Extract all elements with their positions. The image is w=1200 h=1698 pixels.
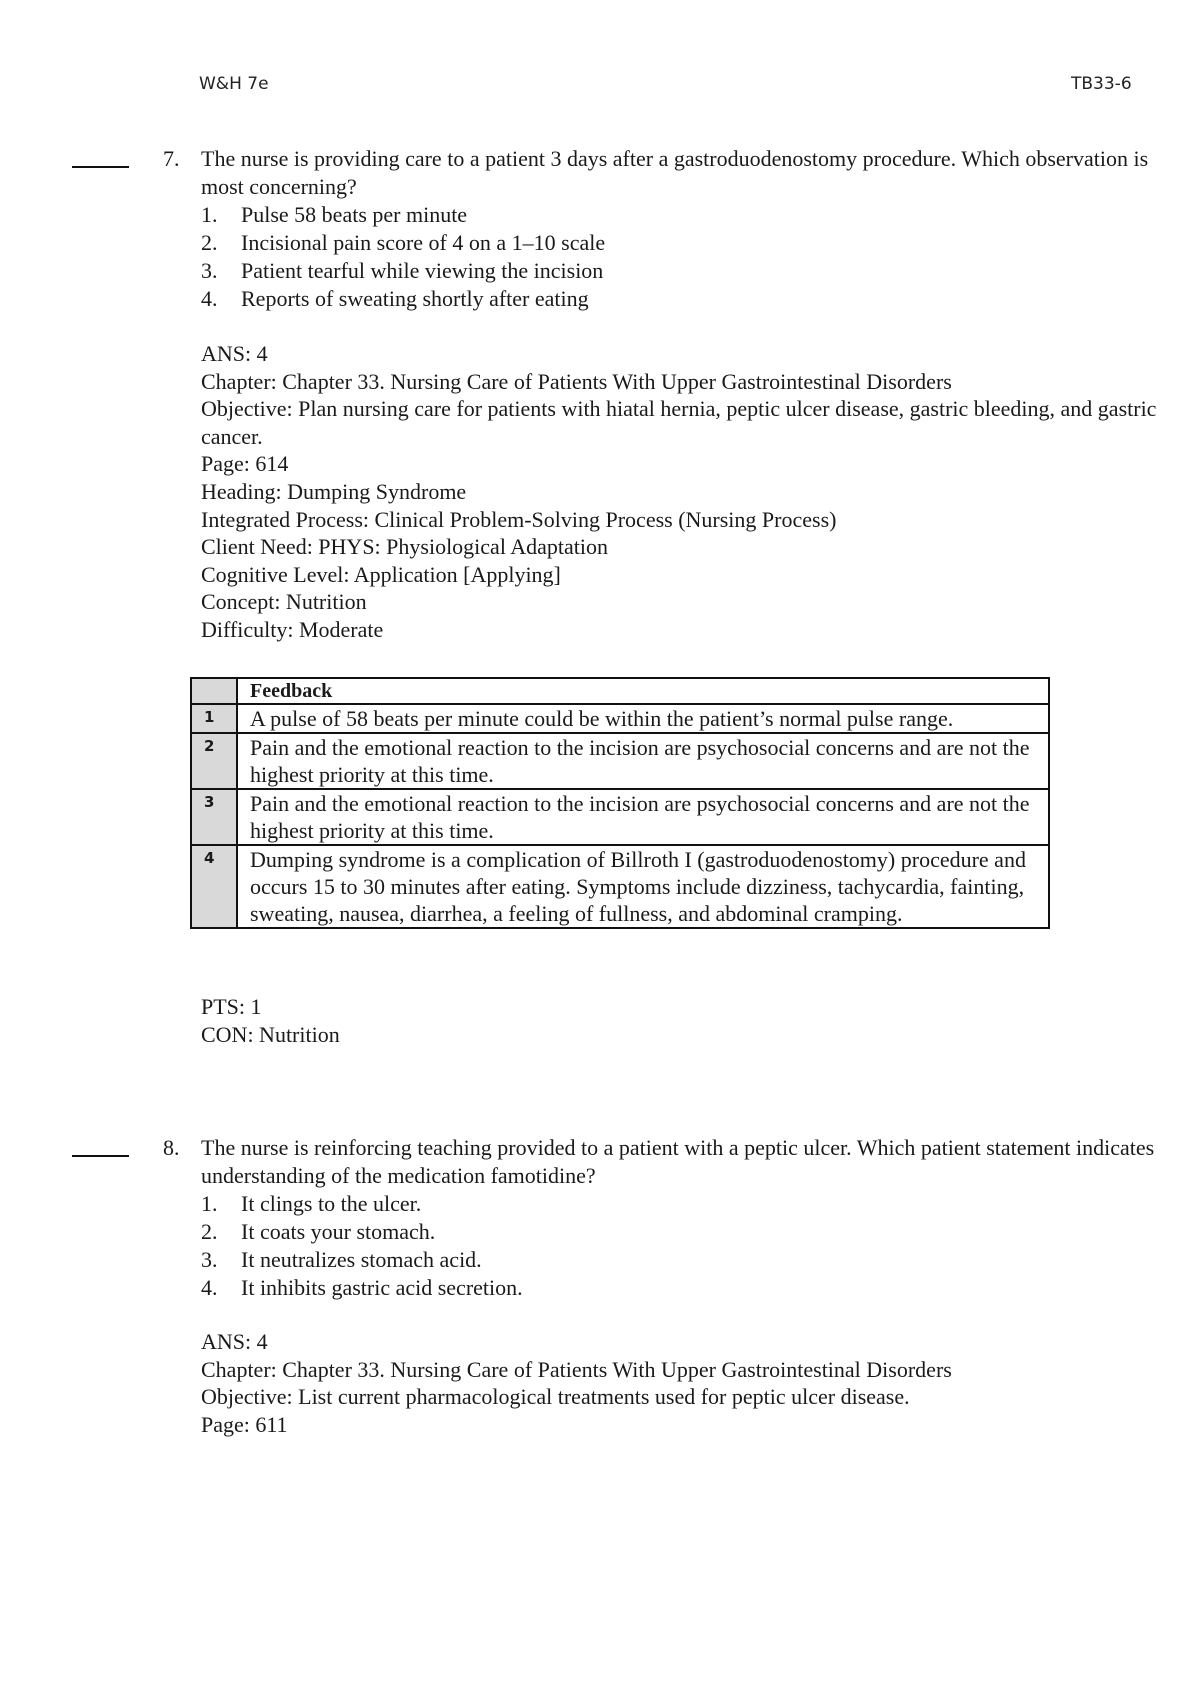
page-ref: Page: 614	[201, 451, 289, 477]
page-header-right: TB33-6	[1071, 74, 1132, 94]
feedback-text: Pain and the emotional reaction to the incision are psychosocial concerns and are not the highest priority at this time.	[237, 789, 1049, 845]
feedback-number: 4	[191, 845, 237, 928]
question-metadata	[201, 1328, 1161, 1438]
answer-options	[201, 1190, 523, 1302]
feedback-row	[191, 845, 1049, 928]
option-number: 2.	[201, 230, 218, 255]
question-stem: The nurse is providing care to a patient 3 days after a gastroduodenostomy procedure. Which observation is most concerning?	[201, 146, 1149, 199]
answer-option	[201, 1274, 523, 1302]
answer-option	[201, 1246, 523, 1274]
cognitive-level: Cognitive Level: Application [Applying]	[201, 561, 561, 587]
question-stem: The nurse is reinforcing teaching provided to a patient with a peptic ulcer. Which patient statement indicates understanding of the medication famotidine?	[201, 1135, 1155, 1188]
option-number: 1.	[201, 1191, 218, 1216]
points-block	[201, 993, 340, 1048]
answer-option	[201, 229, 605, 257]
answer-blank-line[interactable]	[72, 1155, 129, 1157]
question-number: 8.	[163, 1135, 180, 1160]
difficulty: Difficulty: Moderate	[201, 616, 384, 642]
option-text: Incisional pain score of 4 on a 1–10 scale	[241, 230, 606, 255]
option-text: Pulse 58 beats per minute	[241, 202, 468, 227]
concept: Concept: Nutrition	[201, 589, 367, 615]
answer-key: ANS: 4	[201, 341, 268, 366]
option-text: Patient tearful while viewing the incision	[241, 258, 604, 283]
objective: Objective: Plan nursing care for patients with hiatal hernia, peptic ulcer disease, gastric bleeding, and gastric cancer.	[201, 396, 1157, 449]
objective: Objective: List current pharmacological treatments used for peptic ulcer disease.	[201, 1384, 910, 1410]
feedback-row	[191, 789, 1049, 845]
page-ref: Page: 611	[201, 1411, 288, 1437]
option-number: 2.	[201, 1219, 218, 1244]
option-number: 1.	[201, 202, 218, 227]
feedback-text: Dumping syndrome is a complication of Billroth I (gastroduodenostomy) procedure and occurs 15 to 30 minutes after eating. Symptoms include dizziness, tachycardia, fainting, sweating, nausea, diarrhea, a feeling of fullness, and abdominal cramping.	[237, 845, 1049, 928]
page-header-left: W&H 7e	[199, 74, 269, 94]
question-number: 7.	[163, 146, 180, 171]
feedback-row	[191, 704, 1049, 733]
answer-option	[201, 1190, 523, 1218]
option-number: 4.	[201, 286, 218, 311]
concept-short: CON: Nutrition	[201, 1021, 340, 1047]
feedback-table	[190, 677, 1050, 929]
integrated-process: Integrated Process: Clinical Problem-Solving Process (Nursing Process)	[201, 506, 837, 532]
answer-options	[201, 201, 605, 313]
feedback-number: 1	[191, 704, 237, 733]
answer-blank-line[interactable]	[72, 166, 129, 168]
option-text: It neutralizes stomach acid.	[241, 1247, 482, 1272]
option-number: 3.	[201, 1247, 218, 1272]
feedback-header: Feedback	[237, 678, 1049, 704]
feedback-header-row	[191, 678, 1049, 704]
feedback-header-blank	[191, 678, 237, 704]
feedback-number: 2	[191, 733, 237, 789]
client-need: Client Need: PHYS: Physiological Adaptation	[201, 534, 608, 560]
answer-option	[201, 1218, 523, 1246]
question-metadata	[201, 340, 1161, 644]
answer-option	[201, 257, 605, 285]
feedback-text: Pain and the emotional reaction to the incision are psychosocial concerns and are not the highest priority at this time.	[237, 733, 1049, 789]
feedback-number: 3	[191, 789, 237, 845]
answer-option	[201, 285, 605, 313]
chapter: Chapter: Chapter 33. Nursing Care of Patients With Upper Gastrointestinal Disorders	[201, 368, 952, 394]
option-number: 4.	[201, 1275, 218, 1300]
option-number: 3.	[201, 258, 218, 283]
chapter: Chapter: Chapter 33. Nursing Care of Patients With Upper Gastrointestinal Disorders	[201, 1356, 952, 1382]
option-text: It inhibits gastric acid secretion.	[241, 1275, 523, 1300]
option-text: It clings to the ulcer.	[241, 1191, 422, 1216]
option-text: It coats your stomach.	[241, 1219, 436, 1244]
answer-key: ANS: 4	[201, 1329, 268, 1354]
feedback-row	[191, 733, 1049, 789]
heading: Heading: Dumping Syndrome	[201, 478, 467, 504]
option-text: Reports of sweating shortly after eating	[241, 286, 589, 311]
feedback-text: A pulse of 58 beats per minute could be within the patient’s normal pulse range.	[237, 704, 1049, 733]
answer-option	[201, 201, 605, 229]
points: PTS: 1	[201, 994, 262, 1019]
